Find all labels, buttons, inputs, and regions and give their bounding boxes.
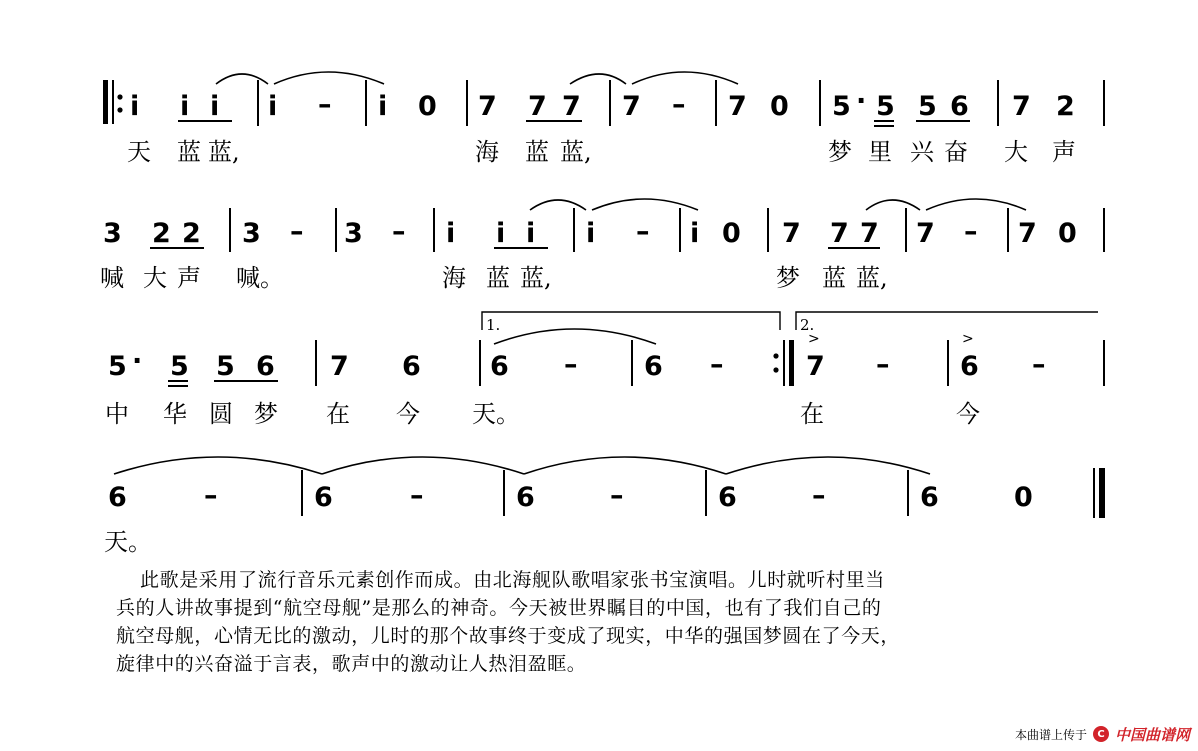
tie-arc xyxy=(322,457,524,474)
note: · xyxy=(856,86,867,117)
tie-arc xyxy=(524,457,726,474)
repeat-dot xyxy=(773,353,778,358)
score-line-4 xyxy=(104,457,1105,556)
note: 7 xyxy=(860,218,879,249)
score-line-3 xyxy=(105,312,1104,428)
lyric: 大 xyxy=(1004,138,1028,166)
note: 7 xyxy=(330,351,349,382)
note: – xyxy=(564,349,578,380)
note: – xyxy=(410,480,424,511)
tie-arc xyxy=(926,199,1026,210)
note: 7 xyxy=(528,91,547,122)
note: 5 xyxy=(918,91,937,122)
description-line: 航空母舰，心情无比的激动，儿时的那个故事终于变成了现实，中华的强国梦圆在了今天， xyxy=(116,625,901,647)
lyric: 兴 xyxy=(910,138,934,166)
lyric: 中 xyxy=(105,400,129,428)
note: i xyxy=(210,91,220,122)
lyric: 海 xyxy=(442,264,466,292)
song-description xyxy=(116,566,1100,678)
lyric: 天 xyxy=(127,138,151,166)
note: 7 xyxy=(478,91,497,122)
note: i xyxy=(496,218,506,249)
logo-mark-icon: C xyxy=(1093,726,1109,742)
note: 2 xyxy=(152,218,171,249)
lyric: 蓝 xyxy=(177,138,201,166)
note: 0 xyxy=(722,218,741,249)
note: 0 xyxy=(770,91,789,122)
lyric: 梦 xyxy=(828,138,852,166)
note: – xyxy=(812,480,826,511)
note: – xyxy=(710,349,724,380)
note: 2 xyxy=(182,218,201,249)
tie-arc xyxy=(530,200,586,210)
note: i xyxy=(446,218,456,249)
note: i xyxy=(586,218,596,249)
note: 7 xyxy=(622,91,641,122)
repeat-thick-bar xyxy=(103,80,108,124)
note: 6 xyxy=(920,482,939,513)
note: 3 xyxy=(242,218,261,249)
accent-mark: > xyxy=(808,331,820,347)
lyric: 在 xyxy=(800,400,824,428)
note: 6 xyxy=(108,482,127,513)
note: 0 xyxy=(1058,218,1077,249)
tie-arc xyxy=(726,457,930,474)
lyric: 梦 xyxy=(776,264,800,292)
lyric: 今 xyxy=(396,400,420,428)
lyric: 蓝, xyxy=(520,264,552,292)
lyric: 大 xyxy=(143,264,167,292)
lyric: 天。 xyxy=(472,400,520,428)
lyric: 圆 xyxy=(209,400,233,428)
lyric: 蓝, xyxy=(208,138,240,166)
lyric: 喊。 xyxy=(236,264,284,292)
note: 6 xyxy=(718,482,737,513)
accent-mark: > xyxy=(962,331,974,347)
note: – xyxy=(876,349,890,380)
note: 5 xyxy=(216,351,235,382)
upload-credit xyxy=(1015,723,1190,745)
note: 7 xyxy=(830,218,849,249)
tie-arc xyxy=(274,72,384,84)
lyric: 喊 xyxy=(100,264,124,292)
note: 0 xyxy=(418,91,437,122)
volta-label-2: 2. xyxy=(800,316,815,334)
note: i xyxy=(180,91,190,122)
lyric: 里 xyxy=(868,138,892,166)
volta-label-1: 1. xyxy=(486,316,501,334)
note: 2 xyxy=(1056,91,1075,122)
note: 6 xyxy=(256,351,275,382)
note: 3 xyxy=(344,218,363,249)
description-line: 此歌是采用了流行音乐元素创作而成。由北海舰队歌唱家张书宝演唱。儿时就听村里当 xyxy=(140,569,885,591)
lyric: 今 xyxy=(956,400,980,428)
tie-arc xyxy=(570,74,626,84)
note: 5 xyxy=(876,91,895,122)
score-line-2 xyxy=(100,199,1104,292)
tie-arc xyxy=(114,457,322,474)
note: 7 xyxy=(916,218,935,249)
note: 6 xyxy=(516,482,535,513)
note: – xyxy=(964,216,978,247)
note: – xyxy=(290,216,304,247)
note: 7 xyxy=(806,351,825,382)
volta-bracket-1 xyxy=(482,312,780,330)
lyric: 声 xyxy=(1052,138,1076,166)
lyric: 声 xyxy=(177,264,201,292)
site-logo-link[interactable]: 中国曲谱网 xyxy=(1114,725,1190,744)
note: i xyxy=(378,91,388,122)
lyric: 蓝 xyxy=(486,264,510,292)
lyric: 海 xyxy=(475,138,499,166)
note: 6 xyxy=(402,351,421,382)
note: – xyxy=(204,480,218,511)
tie-arc xyxy=(866,200,920,210)
note: i xyxy=(690,218,700,249)
note: 5 xyxy=(832,91,851,122)
lyric: 在 xyxy=(326,400,350,428)
lyric: 奋 xyxy=(944,138,968,166)
note: – xyxy=(672,89,686,120)
note: 6 xyxy=(314,482,333,513)
description-line: 兵的人讲故事提到“航空母舰”是那么的神奇。今天被世界瞩目的中国，也有了我们自己的 xyxy=(116,597,882,619)
note: 6 xyxy=(960,351,979,382)
note: 6 xyxy=(950,91,969,122)
lyric: 蓝 xyxy=(525,138,549,166)
note: 5 xyxy=(170,351,189,382)
note: 7 xyxy=(1018,218,1037,249)
note: – xyxy=(610,480,624,511)
note: i xyxy=(130,91,140,122)
final-thick-bar xyxy=(1099,468,1105,518)
lyric: 天。 xyxy=(104,528,152,556)
tie-arc xyxy=(592,199,698,210)
repeat-dot xyxy=(117,94,122,99)
note: 6 xyxy=(644,351,663,382)
note: – xyxy=(636,216,650,247)
note: 7 xyxy=(1012,91,1031,122)
repeat-dot xyxy=(117,107,122,112)
note: – xyxy=(392,216,406,247)
score-line-1 xyxy=(103,72,1104,166)
note: 7 xyxy=(562,91,581,122)
repeat-dot xyxy=(773,367,778,372)
note: 7 xyxy=(728,91,747,122)
note: – xyxy=(1032,349,1046,380)
lyric: 华 xyxy=(163,400,187,428)
note: · xyxy=(132,346,143,377)
note: – xyxy=(318,89,332,120)
note: 0 xyxy=(1014,482,1033,513)
lyric: 蓝, xyxy=(856,264,888,292)
lyric: 梦 xyxy=(254,400,278,428)
repeat-thick-bar xyxy=(789,340,794,386)
description-line: 旋律中的兴奋溢于言表，歌声中的激动让人热泪盈眶。 xyxy=(116,653,587,675)
note: 6 xyxy=(490,351,509,382)
lyric: 蓝 xyxy=(822,264,846,292)
volta-bracket-2 xyxy=(796,312,1098,330)
note: 3 xyxy=(103,218,122,249)
lyric: 蓝, xyxy=(560,138,592,166)
tie-arc xyxy=(216,74,268,84)
tie-arc xyxy=(632,72,738,84)
note: i xyxy=(268,91,278,122)
note: i xyxy=(526,218,536,249)
upload-text: 本曲谱上传于 xyxy=(1014,727,1087,742)
note: 5 xyxy=(108,351,127,382)
note: 7 xyxy=(782,218,801,249)
